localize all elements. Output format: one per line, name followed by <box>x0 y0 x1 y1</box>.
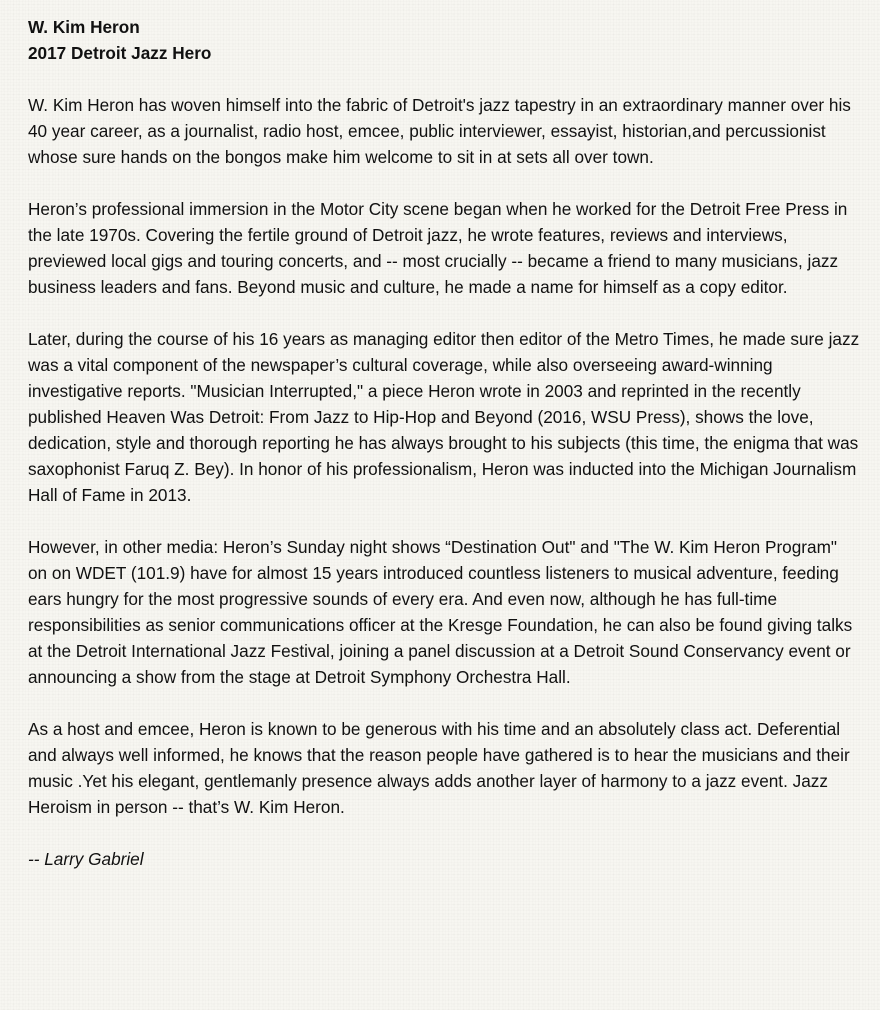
paragraph-radio: However, in other media: Heron’s Sunday night shows “Destination Out" and "The W. Kim Heron Program" on on WDET (101.9) have for almost 15 years introduced countless listeners to musical adventure, feeding ears hungry for the most progressive sounds of every era. And even now, although he has full-time responsibilities as senior communications officer at the Kresge Foundation, he can also be found giving talks at the Detroit International Jazz Festival, joining a panel discussion at a Detroit Sound Conservancy event or announcing a show from the stage at Detroit Symphony Orchestra Hall. <box>28 537 853 687</box>
paragraph-free-press: Heron’s professional immersion in the Motor City scene began when he worked for the Detroit Free Press in the late 1970s. Covering the fertile ground of Detroit jazz, he wrote features, reviews and interviews, previewed local gigs and touring concerts, and -- most crucially -- became a friend to many musicians, jazz business leaders and fans. Beyond music and culture, he made a name for himself as a copy editor. <box>28 199 848 297</box>
paragraph-host-emcee: As a host and emcee, Heron is known to be generous with his time and an absolutely class act. Deferential and always well informed, he knows that the reason people have gathered is to hear the musicians and their music .Yet his elegant, gentlemanly presence always adds another layer of harmony to a jazz event. Jazz Heroism in person -- that’s W. Kim Heron. <box>28 719 850 817</box>
paragraph-intro: W. Kim Heron has woven himself into the fabric of Detroit's jazz tapestry in an extraordinary manner over his 40 year career, as a journalist, radio host, emcee, public interviewer, essayist, historian,and percussionist whose sure hands on the bongos make him welcome to sit in at sets all over town. <box>28 95 851 167</box>
paragraph-metro-times: Later, during the course of his 16 years as managing editor then editor of the Metro Times, he made sure jazz was a vital component of the newspaper’s cultural coverage, while also overseeing award-winning investigative reports. "Musician Interrupted," a piece Heron wrote in 2003 and reprinted in the recently published Heaven Was Detroit: From Jazz to Hip-Hop and Beyond (2016, WSU Press), shows the love, dedication, style and thorough reporting he has always brought to his subjects (this time, the enigma that was saxophonist Faruq Z. Bey). In honor of his professionalism, Heron was inducted into the Michigan Journalism Hall of Fame in 2013. <box>28 329 860 505</box>
document-header <box>28 14 860 66</box>
honor-title: 2017 Detroit Jazz Hero <box>28 43 212 63</box>
author-signature: -- Larry Gabriel <box>28 849 144 869</box>
honoree-name: W. Kim Heron <box>28 17 140 37</box>
